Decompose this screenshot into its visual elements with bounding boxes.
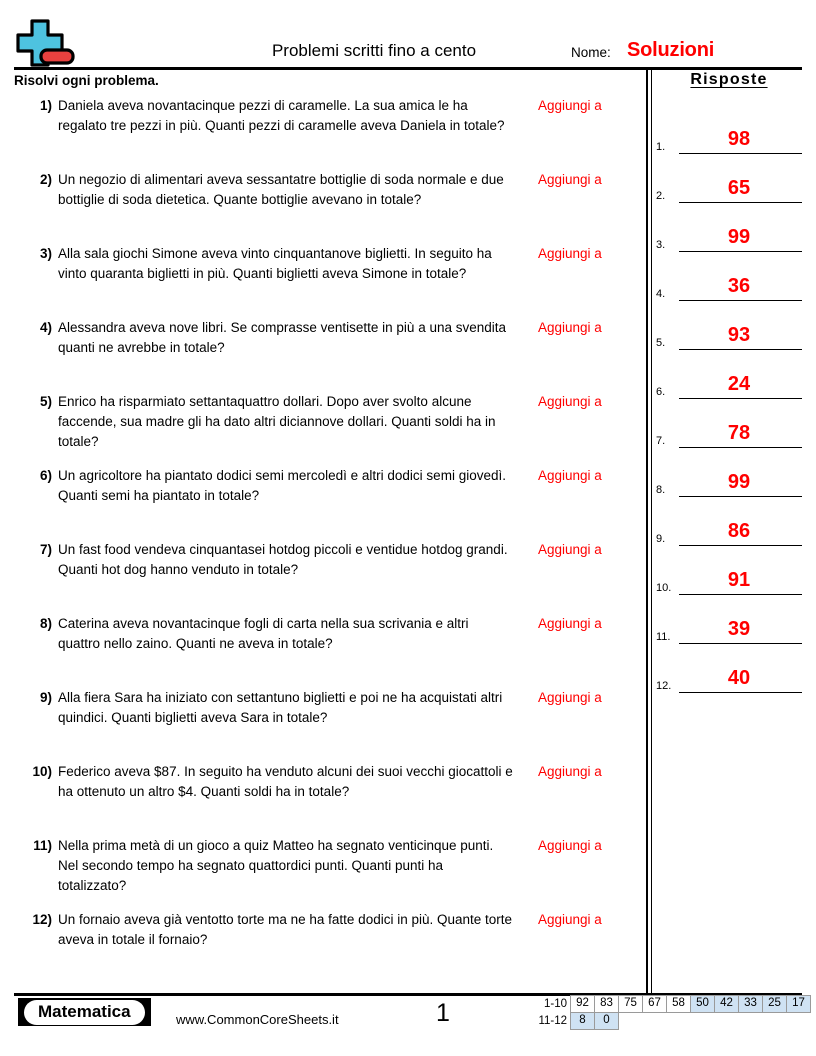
answer-index: 9.: [656, 533, 666, 545]
answer-index: 12.: [656, 680, 672, 692]
problem-operation-label: Aggiungi a: [538, 690, 602, 705]
problem-operation-label: Aggiungi a: [538, 838, 602, 853]
answer-value: 40: [727, 667, 751, 689]
column-divider-thick: [646, 67, 648, 993]
problem-operation-label: Aggiungi a: [538, 468, 602, 483]
score-cell: 42: [714, 995, 739, 1013]
score-cell: 92: [570, 995, 595, 1013]
problem-text: Un agricoltore ha piantato dodici semi mercoledì e altri dodici semi giovedì. Quanti semi ha piantato in totale?: [58, 468, 506, 503]
problem-operation-label: Aggiungi a: [538, 98, 602, 113]
score-cell: 33: [738, 995, 763, 1013]
answer-value: 65: [727, 177, 751, 199]
answer-index: 3.: [656, 239, 666, 251]
problem-text: Alessandra aveva nove libri. Se comprasse ventisette in più a una svendita quanti ne avrebbe in totale?: [58, 320, 507, 355]
instruction-text: Risolvi ogni problema.: [14, 73, 159, 88]
page-number: 1: [436, 999, 450, 1027]
answer-index: 4.: [656, 288, 666, 300]
problem-number: 12): [32, 912, 52, 927]
answer-value: 91: [727, 569, 751, 591]
problem-text: Caterina aveva novantacinque fogli di carta nella sua scrivania e altri quattro nello zaino. Quanti ne aveva in totale?: [58, 616, 469, 651]
problem-text: Alla fiera Sara ha iniziato con settantuno biglietti e poi ne ha acquistati altri quindici. Quanti biglietti aveva Sara in totale?: [58, 690, 503, 725]
answer-blank-line: [679, 251, 802, 252]
problem-number: 5): [39, 394, 52, 409]
answer-blank-line: [679, 545, 802, 546]
score-table: [531, 996, 811, 1030]
page-title: Problemi scritti fino a cento: [271, 41, 477, 60]
problem-text: Daniela aveva novantacinque pezzi di caramelle. La sua amica le ha regalato tre pezzi in più. Quanti pezzi di caramelle aveva Daniela in totale?: [58, 98, 505, 133]
score-cell: 58: [666, 995, 691, 1013]
score-cell: 75: [618, 995, 643, 1013]
answer-row: [656, 452, 802, 497]
answer-value: 99: [727, 471, 751, 493]
problem-number: 2): [39, 172, 52, 187]
answer-value: 86: [727, 520, 751, 542]
score-cell: 17: [786, 995, 811, 1013]
score-range-label: 1-10: [543, 998, 567, 1010]
answer-blank-line: [679, 643, 802, 644]
brand-label: Matematica: [24, 1000, 145, 1025]
score-row: [531, 996, 811, 1013]
answer-index: 2.: [656, 190, 666, 202]
answer-blank-line: [679, 692, 802, 693]
answer-row: [656, 550, 802, 595]
answer-value: 78: [727, 422, 751, 444]
problem-number: 10): [32, 764, 52, 779]
score-cell: 50: [690, 995, 715, 1013]
answer-blank-line: [679, 349, 802, 350]
answer-blank-line: [679, 496, 802, 497]
problem-text: Un fast food vendeva cinquantasei hotdog piccoli e ventidue hotdog grandi. Quanti hot dog hanno venduto in totale?: [58, 542, 508, 577]
answer-value: 24: [727, 373, 751, 395]
problem-operation-label: Aggiungi a: [538, 616, 602, 631]
answer-row: [656, 354, 802, 399]
answer-blank-line: [679, 594, 802, 595]
problem-text: Un negozio di alimentari aveva sessantatre bottiglie di soda normale e due bottiglie di soda dietetica. Quante bottiglie avevano in totale?: [58, 172, 504, 207]
answer-row: [656, 158, 802, 203]
answer-value: 93: [727, 324, 751, 346]
answer-row: [656, 648, 802, 693]
score-cell: 83: [594, 995, 619, 1013]
problem-number: 3): [39, 246, 52, 261]
name-value: Soluzioni: [627, 39, 715, 61]
answer-row: [656, 207, 802, 252]
score-cell: 25: [762, 995, 787, 1013]
problem-number: 11): [33, 838, 52, 853]
answer-row: [656, 256, 802, 301]
site-url: www.CommonCoreSheets.it: [176, 1012, 339, 1027]
name-label: Nome:: [571, 45, 611, 60]
brand-badge: [18, 998, 151, 1026]
answer-value: 39: [727, 618, 751, 640]
problem-text: Federico aveva $87. In seguito ha venduto alcuni dei suoi vecchi giocattoli e ha ottenuto un altro $4. Quanti soldi ha in totale?: [58, 764, 513, 799]
problem-text: Alla sala giochi Simone aveva vinto cinquantanove biglietti. In seguito ha vinto quaranta biglietti in più. Quanti biglietti aveva Simone in totale?: [58, 246, 492, 281]
answer-row: [656, 403, 802, 448]
problem-number: 4): [39, 320, 52, 335]
problem-number: 6): [39, 468, 52, 483]
problem-number: 7): [39, 542, 52, 557]
answer-blank-line: [679, 202, 802, 203]
answer-value: 98: [727, 128, 751, 150]
answer-blank-line: [679, 300, 802, 301]
problem-text: Nella prima metà di un gioco a quiz Matteo ha segnato venticinque punti. Nel secondo tempo ha segnato quattordici punti. Quanti punti ha totalizzato?: [58, 838, 494, 893]
problem-operation-label: Aggiungi a: [538, 246, 602, 261]
problem-operation-label: Aggiungi a: [538, 912, 602, 927]
answer-row: [656, 599, 802, 644]
answer-value: 99: [727, 226, 751, 248]
answer-index: 7.: [656, 435, 666, 447]
score-cell: 67: [642, 995, 667, 1013]
problem-operation-label: Aggiungi a: [538, 172, 602, 187]
problem-text: Enrico ha risparmiato settantaquattro dollari. Dopo aver svolto alcune faccende, sua madre gli ha dato altri diciannove dollari. Quanti soldi ha in totale?: [58, 394, 496, 449]
answer-row: [656, 501, 802, 546]
problem-number: 8): [39, 616, 52, 631]
answer-blank-line: [679, 447, 802, 448]
problem-operation-label: Aggiungi a: [538, 764, 602, 779]
header-divider: [14, 67, 802, 70]
score-cell: 8: [570, 1012, 595, 1030]
problem-operation-label: Aggiungi a: [538, 542, 602, 557]
problem-number: 9): [39, 690, 52, 705]
plus-minus-icon: [14, 17, 76, 69]
score-row: [531, 1013, 811, 1030]
problem-operation-label: Aggiungi a: [538, 320, 602, 335]
page-header: [14, 14, 802, 70]
answer-value: 36: [727, 275, 751, 297]
answers-heading: Risposte: [690, 71, 768, 88]
problem-text: Un fornaio aveva già ventotto torte ma ne ha fatte dodici in più. Quante torte aveva in totale il fornaio?: [58, 912, 513, 947]
answer-index: 10.: [656, 582, 672, 594]
answer-index: 6.: [656, 386, 666, 398]
column-divider-thin: [651, 67, 652, 993]
answer-index: 11.: [656, 631, 671, 643]
answer-blank-line: [679, 153, 802, 154]
problem-operation-label: Aggiungi a: [538, 394, 602, 409]
answer-row: [656, 109, 802, 154]
problem-number: 1): [39, 98, 52, 113]
score-cell: 0: [594, 1012, 619, 1030]
answer-index: 1.: [656, 141, 666, 153]
answer-blank-line: [679, 398, 802, 399]
answer-row: [656, 305, 802, 350]
score-range-label: 11-12: [538, 1015, 567, 1027]
answer-index: 8.: [656, 484, 666, 496]
answer-index: 5.: [656, 337, 666, 349]
